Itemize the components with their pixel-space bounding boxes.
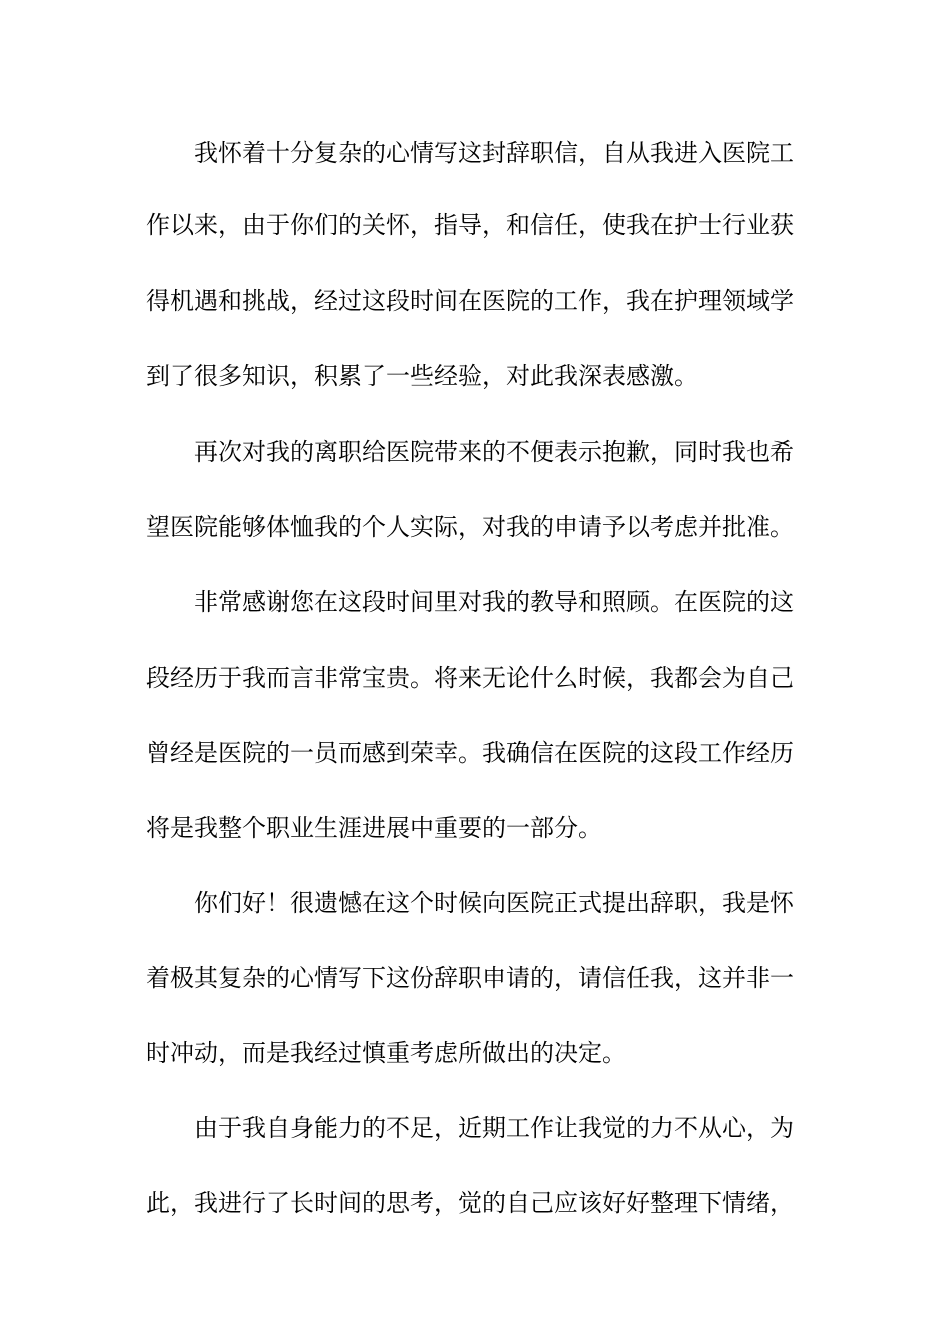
text-line: 作以来，由于你们的关怀，指导，和信任，使我在护士行业获 bbox=[146, 211, 794, 239]
text-line: 望医院能够体恤我的个人实际，对我的申请予以考虑并批准。 bbox=[146, 513, 794, 541]
text-line: 曾经是医院的一员而感到荣幸。我确信在医院的这段工作经历 bbox=[146, 739, 794, 767]
text-line: 得机遇和挑战，经过这段时间在医院的工作，我在护理领域学 bbox=[146, 287, 794, 315]
text-line: 我怀着十分复杂的心情写这封辞职信，自从我进入医院工 bbox=[194, 139, 794, 167]
text-line: 将是我整个职业生涯进展中重要的一部分。 bbox=[146, 814, 602, 842]
text-line: 时冲动，而是我经过慎重考虑所做出的决定。 bbox=[146, 1039, 626, 1067]
text-line: 非常感谢您在这段时间里对我的教导和照顾。在医院的这 bbox=[194, 588, 794, 616]
text-line: 段经历于我而言非常宝贵。将来无论什么时候，我都会为自己 bbox=[146, 664, 794, 692]
text-line: 此，我进行了长时间的思考，觉的自己应该好好整理下情绪， bbox=[146, 1189, 794, 1217]
text-line: 着极其复杂的心情写下这份辞职申请的，请信任我，这并非一 bbox=[146, 964, 794, 992]
text-line: 再次对我的离职给医院带来的不便表示抱歉，同时我也希 bbox=[194, 438, 794, 466]
text-line: 你们好！很遗憾在这个时候向医院正式提出辞职，我是怀 bbox=[194, 889, 794, 917]
text-line: 由于我自身能力的不足，近期工作让我觉的力不从心，为 bbox=[194, 1114, 794, 1142]
text-line: 到了很多知识，积累了一些经验，对此我深表感激。 bbox=[146, 362, 698, 390]
